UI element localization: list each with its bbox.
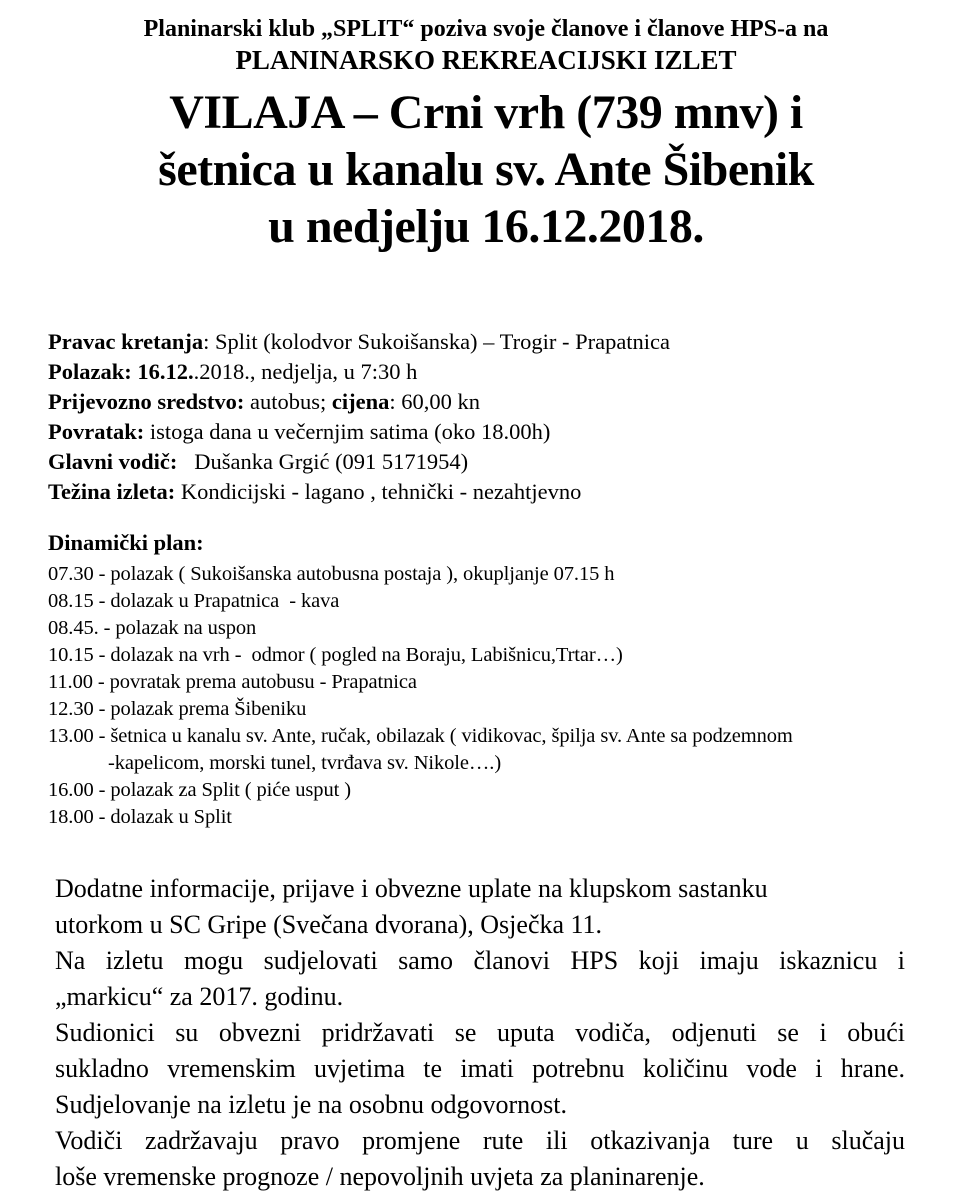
footer-line: Vodiči zadržavaju pravo promjene rute ili otkazivanja ture u slučaju xyxy=(55,1126,905,1155)
plan-item: 12.30 - polazak prema Šibeniku xyxy=(48,698,307,720)
detail-line xyxy=(48,447,670,477)
footer-line: „markicu“ za 2017. godinu. xyxy=(55,982,344,1011)
detail-value: Kondicijski - lagano , tehnički - nezahtjevno xyxy=(175,479,582,504)
plan-items xyxy=(48,561,793,831)
trip-details-block xyxy=(48,327,670,507)
detail-value: istoga dana u večernjim satima (oko 18.00h) xyxy=(144,419,551,444)
footer-line: Sudjelovanje na izletu je na osobnu odgovornost. xyxy=(55,1090,567,1119)
footer-line: sukladno vremenskim uvjetima te imati potrebnu količinu vode i hrane. xyxy=(55,1054,905,1083)
plan-item: 08.45. - polazak na uspon xyxy=(48,617,257,639)
detail-line xyxy=(48,417,670,447)
detail-label: Povratak: xyxy=(48,419,145,444)
detail-value: : Split (kolodvor Sukoišanska) – Trogir - Prapatnica xyxy=(203,329,671,354)
plan-item: -kapelicom, morski tunel, tvrđava sv. Nikole….) xyxy=(108,752,502,774)
footer-notes-block xyxy=(55,871,905,1195)
footer-line: loše vremenske prognoze / nepovoljnih uvjeta za planinarenje. xyxy=(55,1162,705,1191)
plan-item: 11.00 - povratak prema autobusu - Prapatnica xyxy=(48,671,417,693)
detail-line xyxy=(48,357,670,387)
detail-label: cijena xyxy=(331,389,390,414)
footer-line: Na izletu mogu sudjelovati samo članovi HPS koji imaju iskaznicu i xyxy=(55,946,905,975)
footer-line: utorkom u SC Gripe (Svečana dvorana), Osječka 11. xyxy=(55,910,603,939)
header-event-type-line: PLANINARSKO REKREACIJSKI IZLET xyxy=(235,45,737,75)
detail-value: autobus; xyxy=(244,389,332,414)
plan-heading: Dinamički plan: xyxy=(48,530,204,555)
detail-value: : 60,00 kn xyxy=(389,389,481,414)
footer-line: Sudionici su obvezni pridržavati se uputa vodiča, odjenuti se i obući xyxy=(55,1018,905,1047)
detail-label: Prijevozno sredstvo: xyxy=(48,389,245,414)
header-invitation-line: Planinarski klub „SPLIT“ poziva svoje članove i članove HPS-a na xyxy=(143,16,829,42)
detail-label: Težina izleta: xyxy=(48,479,176,504)
dynamic-plan-block xyxy=(48,528,793,831)
detail-value: Dušanka Grgić (091 5171954) xyxy=(177,449,469,474)
detail-value: .2018., nedjelja, u 7:30 h xyxy=(193,359,418,384)
detail-label: Polazak: 16.12. xyxy=(48,359,194,384)
detail-label: Glavni vodič: xyxy=(48,449,178,474)
detail-label: Pravac kretanja xyxy=(48,329,204,354)
detail-line xyxy=(48,387,670,417)
document-header xyxy=(0,14,972,77)
document-title xyxy=(0,84,972,255)
title-line-date: u nedjelju 16.12.2018. xyxy=(268,200,704,253)
plan-item: 13.00 - šetnica u kanalu sv. Ante, ručak, obilazak ( vidikovac, špilja sv. Ante sa podzemnom xyxy=(48,725,793,747)
title-line-destination: VILAJA – Crni vrh (739 mnv) i xyxy=(169,86,803,139)
detail-line xyxy=(48,327,670,357)
plan-item: 08.15 - dolazak u Prapatnica - kava xyxy=(48,590,340,612)
footer-line: Dodatne informacije, prijave i obvezne uplate na klupskom sastanku xyxy=(55,874,768,903)
plan-item: 10.15 - dolazak na vrh - odmor ( pogled na Boraju, Labišnicu,Trtar…) xyxy=(48,644,623,666)
title-line-walk: šetnica u kanalu sv. Ante Šibenik xyxy=(158,143,814,196)
plan-item: 16.00 - polazak za Split ( piće usput ) xyxy=(48,779,351,801)
plan-item: 07.30 - polazak ( Sukoišanska autobusna postaja ), okupljanje 07.15 h xyxy=(48,563,615,585)
plan-item: 18.00 - dolazak u Split xyxy=(48,806,232,828)
detail-line xyxy=(48,477,670,507)
